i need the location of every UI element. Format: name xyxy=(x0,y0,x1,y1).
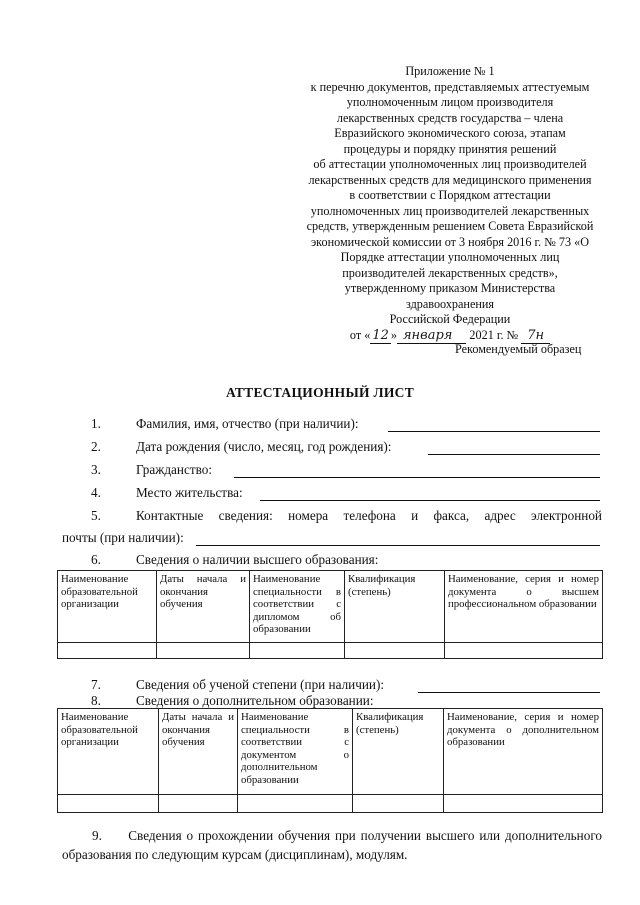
sample-label: Рекомендуемый образец xyxy=(455,342,582,356)
item-number: 5. xyxy=(91,508,101,523)
table-header-cell: Даты начала и окончания обучения xyxy=(159,709,238,795)
table-cell[interactable] xyxy=(58,795,159,813)
item-number: 2. xyxy=(91,439,101,454)
appendix-line: лекарственных средств для медицинского применения xyxy=(308,172,592,187)
item-label-citizenship: Гражданство: xyxy=(136,462,212,477)
item-number: 1. xyxy=(91,416,101,431)
handwritten-day: 12 xyxy=(372,327,389,343)
contacts-field[interactable] xyxy=(196,545,600,546)
item-label-residence: Место жительства: xyxy=(136,485,243,500)
table-header-cell: Наименование, серия и номер документа о дополнительном образовании xyxy=(444,709,603,795)
table-header-row xyxy=(58,709,603,795)
item-label-contacts-cont: почты (при наличии): xyxy=(62,530,184,545)
table-cell[interactable] xyxy=(445,643,603,659)
additional-education-table xyxy=(57,708,603,813)
table-cell[interactable] xyxy=(345,643,445,659)
appendix-line: в соответствии с Порядком аттестации xyxy=(349,188,551,202)
appendix-line: Приложение № 1 xyxy=(405,64,495,78)
date-prefix: от « xyxy=(349,327,371,342)
item-number: 3. xyxy=(91,462,101,477)
birthdate-field[interactable] xyxy=(428,454,600,455)
appendix-line: уполномоченных лиц производителей лекарственных xyxy=(310,203,590,218)
item-label-degree: Сведения об ученой степени (при наличии): xyxy=(136,677,385,692)
table-header-cell: Наименование образовательной организации xyxy=(58,709,159,795)
item-label-fullname: Фамилия, имя, отчество (при наличии): xyxy=(136,416,359,431)
appendix-line: Порядке аттестации уполномоченных лиц xyxy=(340,250,560,264)
item-9-paragraph xyxy=(62,826,602,864)
item-number: 6. xyxy=(91,552,101,567)
order-date-line xyxy=(288,328,612,344)
date-mid: » xyxy=(390,327,397,342)
table-cell[interactable] xyxy=(58,643,157,659)
table-cell[interactable] xyxy=(353,795,444,813)
table-header-cell: Наименование специальности в соответствии с дипломом об образовании xyxy=(250,571,345,643)
appendix-line: Евразийского экономического союза, этапам xyxy=(334,126,566,140)
date-year: 2021 г. № xyxy=(469,327,519,342)
citizenship-field[interactable] xyxy=(234,477,600,478)
appendix-line: Российской Федерации xyxy=(389,312,511,326)
appendix-line: уполномоченным лицом производителя xyxy=(346,95,554,109)
handwritten-month: января xyxy=(397,328,466,344)
handwritten-order-number: 7н xyxy=(521,328,550,344)
appendix-line: средств, утвержденным решением Совета Евразийской xyxy=(306,219,594,233)
item-label-courses: Сведения о прохождении обучения при получении высшего или дополнительного образования по следующим курсам (дисциплинам), модулям. xyxy=(62,828,602,862)
table-header-cell: Наименование образовательной организации xyxy=(58,571,157,643)
item-label-birthdate: Дата рождения (число, месяц, год рождения): xyxy=(136,439,392,454)
item-label-additional-education: Сведения о дополнительном образовании: xyxy=(136,693,374,708)
appendix-header xyxy=(288,64,612,343)
table-header-cell: Наименование специальности в соответствии с документом о дополнительном образовании xyxy=(238,709,353,795)
item-number: 4. xyxy=(91,485,101,500)
table-cell[interactable] xyxy=(444,795,603,813)
table-row[interactable] xyxy=(58,643,603,659)
table-cell[interactable] xyxy=(159,795,238,813)
item-label-higher-education: Сведения о наличии высшего образования: xyxy=(136,552,379,567)
table-cell[interactable] xyxy=(238,795,353,813)
table-header-row xyxy=(58,571,603,643)
item-number: 8. xyxy=(91,693,101,708)
table-row[interactable] xyxy=(58,795,603,813)
higher-education-table xyxy=(57,570,603,659)
appendix-line: к перечню документов, представляемых аттестуемым xyxy=(310,79,590,94)
table-header-cell: Даты начала и окончания обучения xyxy=(157,571,250,643)
table-header-cell: Квалификация (степень) xyxy=(353,709,444,795)
item-number: 9. xyxy=(92,828,102,843)
residence-field[interactable] xyxy=(260,500,600,501)
table-cell[interactable] xyxy=(157,643,250,659)
appendix-line: процедуры и порядку принятия решений xyxy=(343,141,557,156)
page-title: АТТЕСТАЦИОННЫЙ ЛИСТ xyxy=(225,385,415,400)
table-header-cell: Квалификация (степень) xyxy=(345,571,445,643)
fullname-field[interactable] xyxy=(388,431,600,432)
appendix-line: утвержденному приказом Министерства xyxy=(344,281,556,295)
degree-field[interactable] xyxy=(418,692,600,693)
item-number: 7. xyxy=(91,677,101,692)
item-label-contacts: Контактные сведения: номера телефона и факса, адрес электронной xyxy=(136,508,602,523)
appendix-line: лекарственных средств государства – члена xyxy=(336,110,564,125)
table-header-cell: Наименование, серия и номер документа о высшем профессиональном образовании xyxy=(445,571,603,643)
table-cell[interactable] xyxy=(250,643,345,659)
appendix-line: об аттестации уполномоченных лиц производителей xyxy=(313,157,587,171)
appendix-line: экономической комиссии от 3 ноября 2016 г. № 73 «О xyxy=(310,234,590,249)
appendix-line: здравоохранения xyxy=(405,296,495,311)
appendix-line: производителей лекарственных средств», xyxy=(342,265,558,280)
